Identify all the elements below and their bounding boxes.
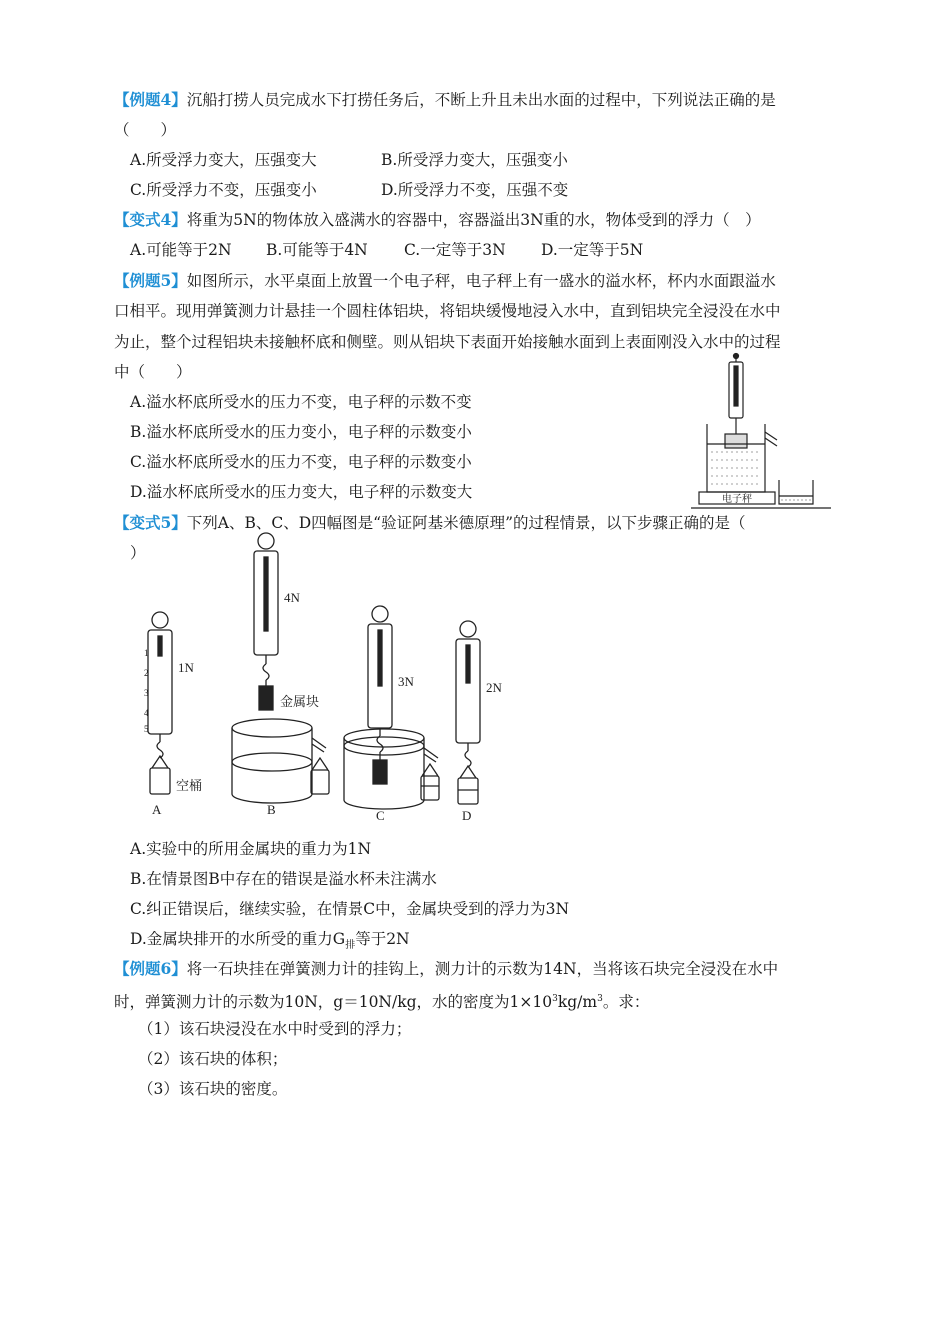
q5-scale-label: 电子秤 (722, 494, 752, 505)
q6-stem2-post: 。求： (602, 993, 650, 1012)
scene-c-letter: C (376, 808, 385, 823)
scene-d-letter: D (462, 808, 472, 823)
q5-stem-line1 (114, 270, 776, 292)
q5-stem-line2: 口相平。现用弹簧测力计悬挂一个圆柱体铝块，将铝块缓慢地浸入水中，直到铝块完全浸没在水中 (114, 302, 781, 320)
q6-part-2: （2）该石块的体积； (138, 1050, 288, 1068)
scene-b-letter: B (267, 802, 276, 817)
q4-option-b: B.所受浮力变大，压强变小 (381, 151, 568, 169)
q6-part-1: （1）该石块浸没在水中时受到的浮力； (138, 1020, 412, 1038)
v5-option-b: B.在情景图B中存在的错误是溢水杯未注满水 (130, 870, 437, 888)
q6-stem2-pre: 时，弹簧测力计的示数为10N，g＝10N/kg，水的密度为1×10 (114, 993, 553, 1012)
v4-option-c: C.一定等于3N (404, 241, 506, 259)
q5-stem-line3: 为止，整个过程铝块未接触杯底和侧壁。则从铝块下表面开始接触水面到上表面刚没入水中的过程 (114, 333, 781, 351)
q6-part-3: （3）该石块的密度。 (138, 1080, 288, 1098)
v5-option-d-post: 等于2N (355, 930, 410, 948)
v5-option-c: C.纠正错误后，继续实验，在情景C中，金属块受到的浮力为3N (130, 900, 570, 918)
v4-option-b: B.可能等于4N (266, 241, 368, 259)
v5-option-d (130, 928, 410, 957)
a-tick-4: 4 (144, 708, 149, 718)
scene-c-reading: 3N (398, 674, 414, 689)
q6-stem-line1 (114, 958, 778, 980)
q4-option-c: C.所受浮力不变，压强变小 (130, 181, 317, 199)
q5-stem-line4: 中（ ） (114, 363, 192, 381)
q4-stem-line1 (114, 89, 776, 111)
v5-stem-line2: ） (130, 544, 146, 562)
q6-stem1: 将一石块挂在弹簧测力计的挂钩上，测力计的示数为14N，当将该石块完全浸没在水中 (186, 960, 779, 978)
v4-stem: 将重为5N的物体放入盛满水的容器中，容器溢出3N重的水，物体受到的浮力（ ） (186, 211, 761, 229)
v5-option-a: A.实验中的所用金属块的重力为1N (130, 840, 372, 858)
a-tick-5: 5 (144, 724, 149, 734)
q6-tag: 【例题6】 (114, 959, 187, 978)
a-tick-2: 2 (144, 668, 149, 678)
scene-a-label: 空桶 (176, 778, 203, 793)
q5-stem1: 如图所示，水平桌面上放置一个电子秤，电子秤上有一盛水的溢水杯，杯内水面跟溢水 (186, 272, 776, 290)
v4-option-d: D.一定等于5N (541, 241, 644, 259)
v5-tag: 【变式5】 (114, 513, 187, 532)
v4-stem-line (114, 209, 761, 231)
scene-a-reading: 1N (178, 660, 194, 675)
q5-option-c: C.溢水杯底所受水的压力不变，电子秤的示数变小 (130, 453, 472, 471)
q6-stem2-sup2: 3 (597, 994, 603, 1004)
q5-option-a: A.溢水杯底所受水的压力不变，电子秤的示数不变 (130, 393, 472, 411)
q5-figure (685, 352, 835, 512)
q4-stem1: 沉船打捞人员完成水下打捞任务后，不断上升且未出水面的过程中，下列说法正确的是 (186, 91, 776, 109)
scene-b-reading: 4N (284, 590, 300, 605)
a-tick-1: 1 (144, 648, 149, 658)
q5-option-d: D.溢水杯底所受水的压力变大，电子秤的示数变大 (130, 483, 473, 501)
q4-stem-line2: （ ） (114, 121, 177, 139)
v5-option-d-pre: D.金属块排开的水所受的重力G (130, 930, 346, 948)
v4-tag: 【变式4】 (114, 210, 187, 229)
q6-stem2-sup1: 3 (552, 994, 558, 1004)
q6-stem-line2 (114, 988, 649, 1013)
q6-stem2-mid: kg/m (557, 993, 598, 1012)
a-tick-3: 3 (144, 688, 149, 698)
q5-tag: 【例题5】 (114, 271, 187, 290)
q4-option-d: D.所受浮力不变，压强不变 (381, 181, 569, 199)
scene-a-letter: A (152, 802, 162, 817)
v5-option-d-sub: 排 (345, 940, 356, 952)
v4-option-a: A.可能等于2N (130, 241, 232, 259)
scene-d-reading: 2N (486, 680, 502, 695)
q4-option-a: A.所受浮力变大，压强变大 (130, 151, 317, 169)
q4-tag: 【例题4】 (114, 90, 187, 109)
v5-figure (130, 528, 530, 828)
q5-option-b: B.溢水杯底所受水的压力变小，电子秤的示数变小 (130, 423, 472, 441)
v5-stem1: 下列A、B、C、D四幅图是“验证阿基米德原理”的过程情景，以下步骤正确的是（ (186, 514, 746, 532)
scene-b-label: 金属块 (280, 694, 320, 709)
